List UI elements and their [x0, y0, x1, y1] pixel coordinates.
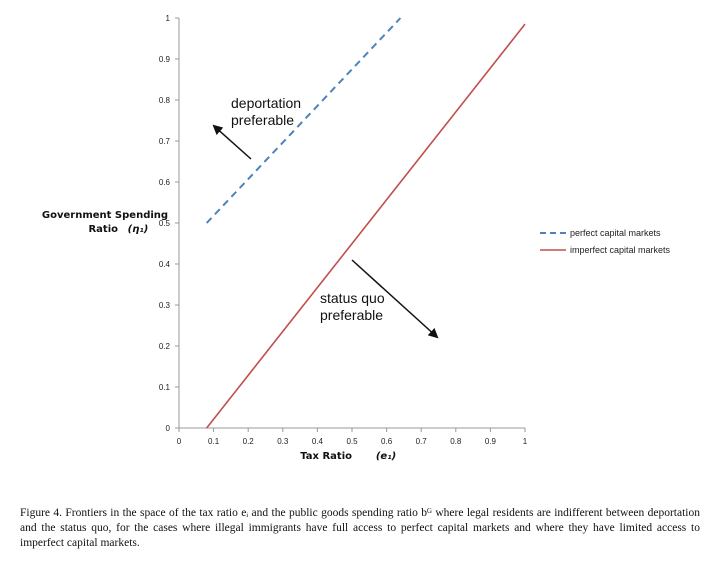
legend [540, 228, 671, 255]
legend-label-perfect: perfect capital markets [570, 228, 661, 238]
y-tick-label: 0.3 [158, 301, 170, 310]
annotation-status-quo-line1: status quo [320, 290, 385, 306]
series-imperfect-capital-markets [207, 24, 525, 428]
legend-label-imperfect: imperfect capital markets [570, 245, 671, 255]
x-tick-label: 0.3 [277, 437, 289, 446]
y-axis-symbol: (η₁) [127, 224, 149, 235]
x-tick-label: 0.8 [450, 437, 462, 446]
x-tick-label: 0.4 [311, 437, 323, 446]
annotation-deportation-line2: preferable [231, 112, 295, 128]
x-tick-label: 0.9 [484, 437, 496, 446]
y-tick-label: 1 [165, 14, 170, 23]
y-tick-label: 0.6 [158, 178, 170, 187]
arrow-up-left-icon [214, 126, 251, 159]
x-tick-label: 0.7 [415, 437, 427, 446]
y-tick-label: 0.9 [158, 55, 170, 64]
annotation-status-quo-line2: preferable [320, 307, 384, 323]
x-tick-label: 0.1 [208, 437, 220, 446]
x-axis-symbol: (e₁) [375, 451, 397, 462]
annotation-deportation-line1: deportation [231, 95, 302, 111]
y-tick-labels [159, 14, 179, 433]
x-axis-title: Tax Ratio [300, 451, 352, 462]
y-tick-label: 0 [165, 424, 170, 433]
y-tick-label: 0.8 [158, 96, 170, 105]
y-axis-title-line1: Government Spending [41, 210, 169, 221]
x-tick-labels [177, 428, 528, 446]
y-tick-label: 0.7 [158, 137, 170, 146]
y-tick-label: 0.4 [158, 260, 170, 269]
x-tick-label: 0.2 [242, 437, 254, 446]
y-tick-label: 0.5 [158, 219, 170, 228]
figure-caption: Figure 4. Frontiers in the space of the tax ratio eᵢ and the public goods spending ratio bᴳ where legal residents are indifferent between deportation and the status quo, for the cases where illegal immigrants have full access to perfect capital markets and where they have limited access to imperfect capital markets. [20, 507, 700, 549]
y-tick-label: 0.2 [158, 342, 170, 351]
x-tick-label: 1 [522, 437, 528, 446]
x-tick-label: 0.6 [381, 437, 393, 446]
y-tick-label: 0.1 [158, 383, 170, 392]
y-axis-title-line2: Ratio [88, 224, 118, 235]
x-tick-label: 0 [176, 437, 182, 446]
axes [179, 18, 525, 428]
x-tick-label: 0.5 [346, 437, 358, 446]
